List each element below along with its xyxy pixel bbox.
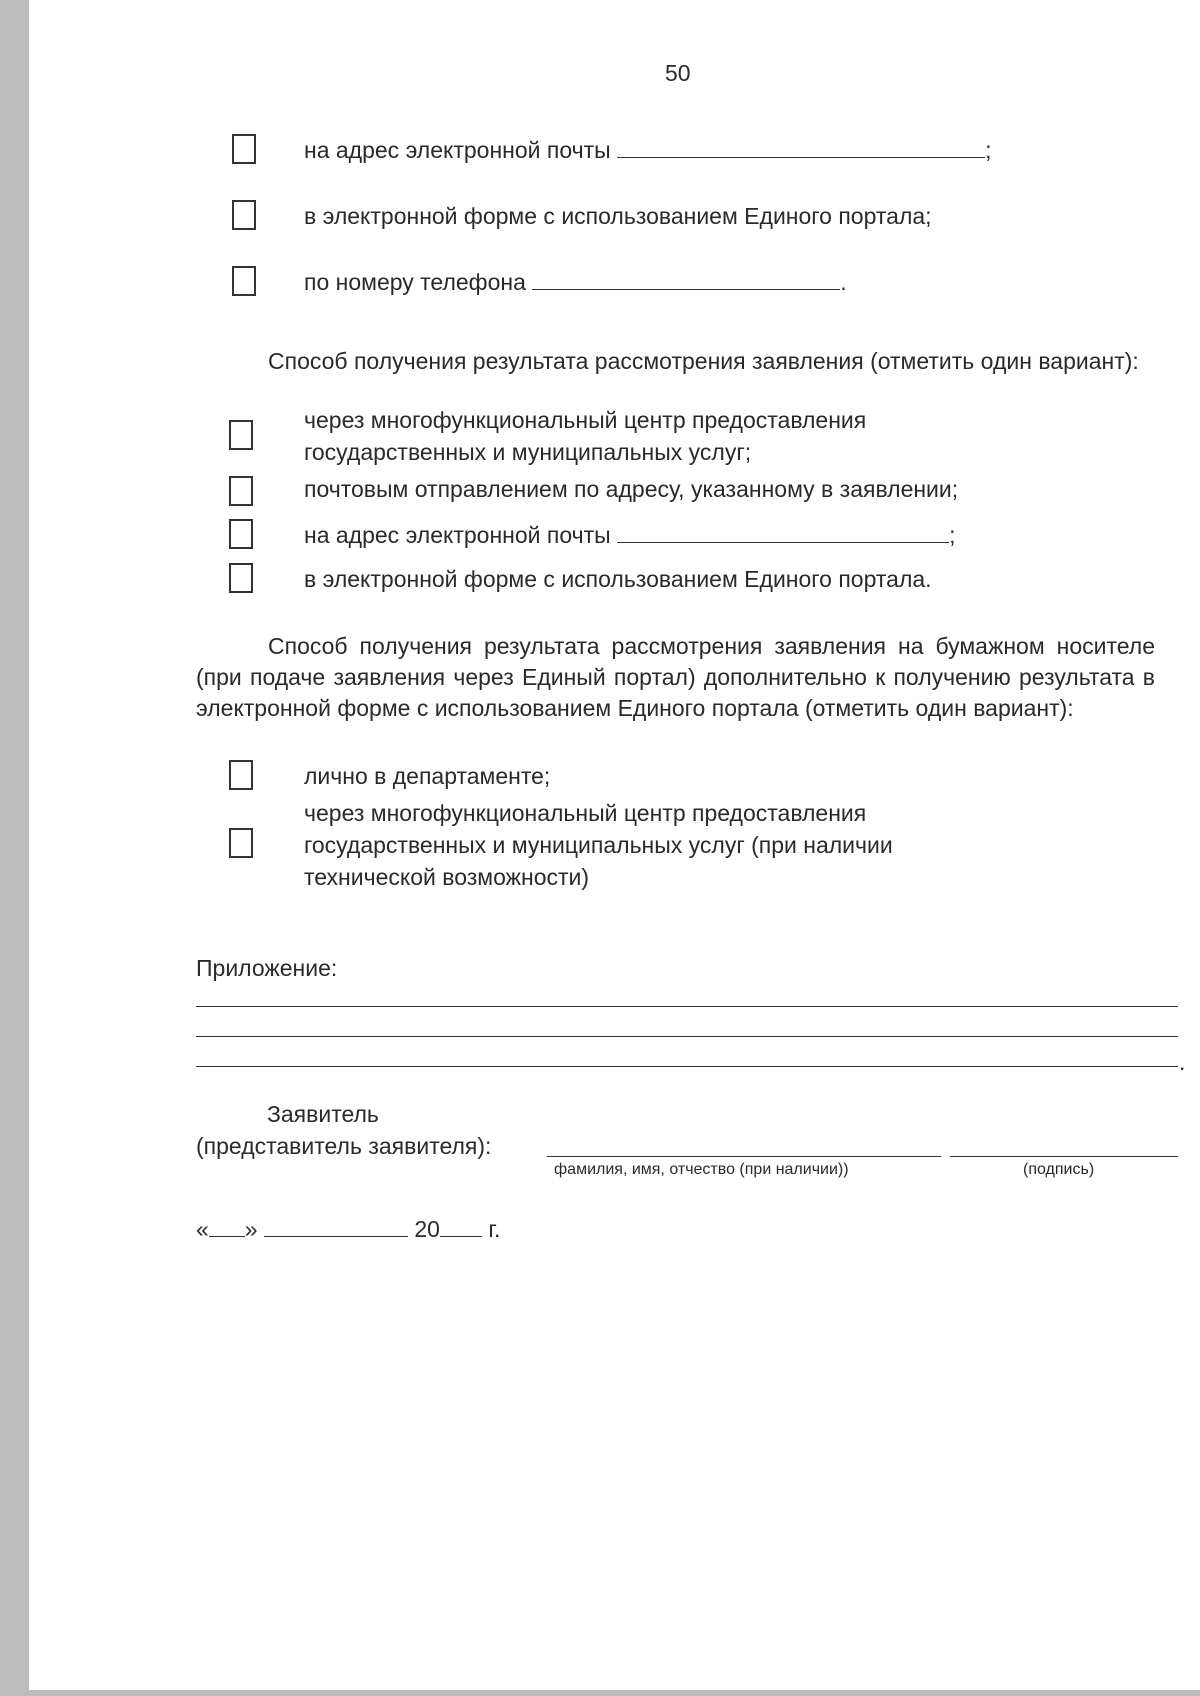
contact-option-phone-suffix: .: [840, 269, 847, 295]
document-page: [29, 0, 1200, 1690]
contact-option-phone-label: по номеру телефона: [304, 269, 526, 295]
phone-blank-line[interactable]: [532, 267, 840, 290]
result-section-heading-text: Способ получения результата рассмотрения заявления (отметить один вариант):: [268, 348, 1139, 374]
result-option-email: [304, 519, 955, 551]
checkbox-result-post[interactable]: [229, 476, 253, 506]
year-blank[interactable]: [440, 1214, 482, 1237]
checkbox-contact-portal[interactable]: [232, 200, 256, 230]
attachment-line-2[interactable]: [196, 1036, 1178, 1037]
date-open-quote: «: [196, 1216, 209, 1242]
year-suffix: г.: [488, 1216, 501, 1242]
checkbox-paper-department[interactable]: [229, 760, 253, 790]
contact-option-portal: в электронной форме с использованием Единого портала;: [304, 203, 932, 229]
checkbox-contact-phone[interactable]: [232, 266, 256, 296]
checkbox-result-mfc[interactable]: [229, 420, 253, 450]
email-blank-line[interactable]: [617, 135, 985, 158]
result-option-mfc-line1: через многофункциональный центр предоставления: [304, 407, 867, 433]
signature-caption: (подпись): [1023, 1161, 1095, 1178]
name-signature-line[interactable]: [547, 1156, 941, 1157]
month-blank[interactable]: [264, 1214, 408, 1237]
page-number: 50: [665, 60, 691, 86]
contact-option-email-suffix: ;: [985, 137, 992, 163]
paper-option-mfc-line3: технической возможности): [304, 864, 590, 890]
paper-option-mfc-line2: государственных и муниципальных услуг (при наличии: [304, 832, 893, 858]
result-email-blank-line[interactable]: [617, 520, 949, 543]
checkbox-paper-mfc[interactable]: [229, 828, 253, 858]
date-close-quote: »: [244, 1216, 258, 1242]
paper-section-heading: [196, 631, 1155, 724]
result-option-email-suffix: ;: [949, 522, 956, 548]
checkbox-result-portal[interactable]: [229, 563, 253, 593]
paper-option-mfc-line1: через многофункциональный центр предоставления: [304, 800, 867, 826]
paper-option-department: лично в департаменте;: [304, 763, 551, 789]
checkbox-result-email[interactable]: [229, 519, 253, 549]
paper-section-heading-text: Способ получения результата рассмотрения заявления на бумажном носителе (при подаче заявления через Единый портал) дополнительно к получению результата в электронной форме с использованием Единого портала (отметить один вариант):: [196, 633, 1155, 721]
result-option-mfc-line2: государственных и муниципальных услуг;: [304, 439, 752, 465]
year-prefix: 20: [414, 1216, 440, 1242]
result-section-heading: [196, 346, 1155, 377]
result-option-email-label: на адрес электронной почты: [304, 522, 611, 548]
applicant-representative-label: (представитель заявителя):: [196, 1133, 492, 1159]
attachment-end-mark: .: [1179, 1049, 1186, 1075]
contact-option-phone: [304, 266, 847, 298]
contact-option-email-label: на адрес электронной почты: [304, 137, 611, 163]
applicant-label: Заявитель: [267, 1101, 379, 1127]
result-option-portal: в электронной форме с использованием Единого портала.: [304, 566, 932, 592]
day-blank[interactable]: [209, 1214, 245, 1237]
signature-line[interactable]: [950, 1156, 1178, 1157]
result-option-post: почтовым отправлением по адресу, указанному в заявлении;: [304, 476, 959, 502]
attachment-line-1[interactable]: [196, 1006, 1178, 1007]
attachment-line-3[interactable]: [196, 1066, 1178, 1067]
checkbox-contact-email[interactable]: [232, 134, 256, 164]
name-caption: фамилия, имя, отчество (при наличии)): [554, 1161, 849, 1178]
contact-option-email: [304, 134, 991, 166]
attachment-label: Приложение:: [196, 955, 338, 981]
date-line: [196, 1213, 500, 1245]
